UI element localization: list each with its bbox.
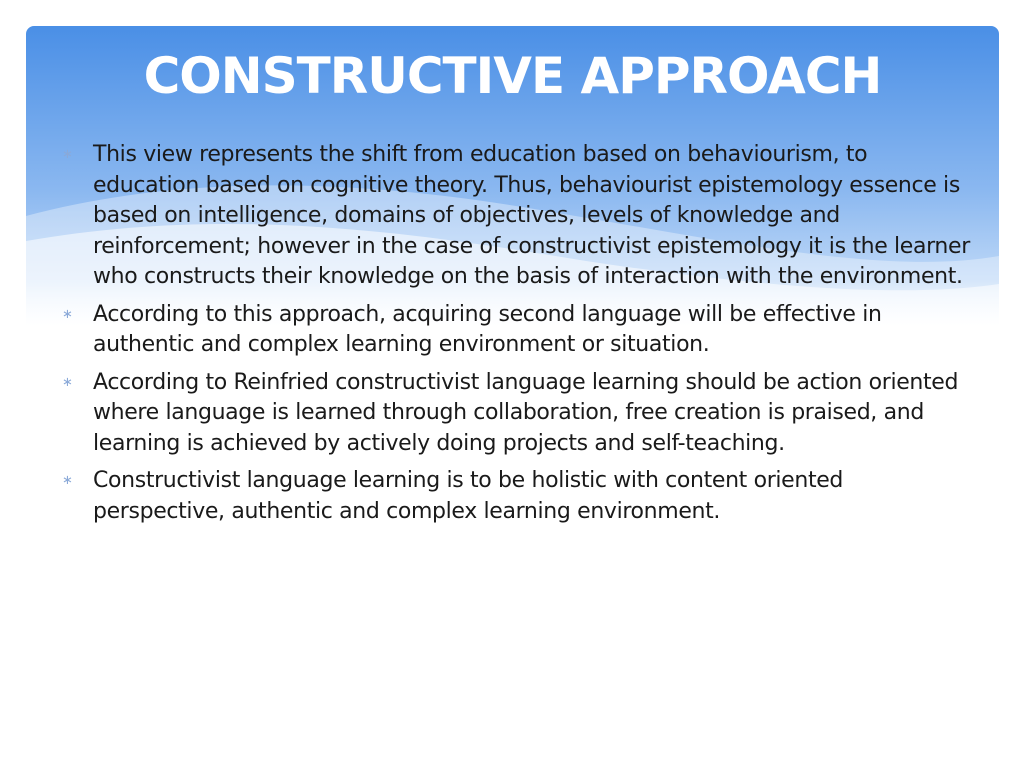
bullet-item <box>56 368 976 460</box>
asterisk-icon: ∗ <box>62 473 73 488</box>
bullet-item <box>56 466 976 527</box>
asterisk-icon: ∗ <box>62 147 73 162</box>
bullet-text: This view represents the shift from education based on behaviourism, to education based on cognitive theory. Thus, behaviourist epistemology essence is based on intelligence, domains of objectives, levels of knowledge and reinforcement; however in the case of constructivist epistemology it is the learner who constructs their knowledge on the basis of interaction with the environment. <box>93 142 970 289</box>
asterisk-icon: ∗ <box>62 306 73 322</box>
bullet-text: According to this approach, acquiring second language will be effective in authentic and complex learning environment or situation. <box>93 301 882 357</box>
bullet-list <box>56 140 976 534</box>
bullet-text: According to Reinfried constructivist language learning should be action oriented where language is learned through collaboration, free creation is praised, and learning is achieved by actively doing projects and self-teaching. <box>93 369 959 456</box>
asterisk-icon: ∗ <box>62 374 73 390</box>
bullet-text: Constructivist language learning is to be holistic with content oriented perspective, authentic and complex learning environment. <box>93 468 844 524</box>
bullet-item <box>56 300 976 361</box>
bullet-item <box>56 140 976 293</box>
slide-title: CONSTRUCTIVE APPROACH <box>143 47 882 105</box>
